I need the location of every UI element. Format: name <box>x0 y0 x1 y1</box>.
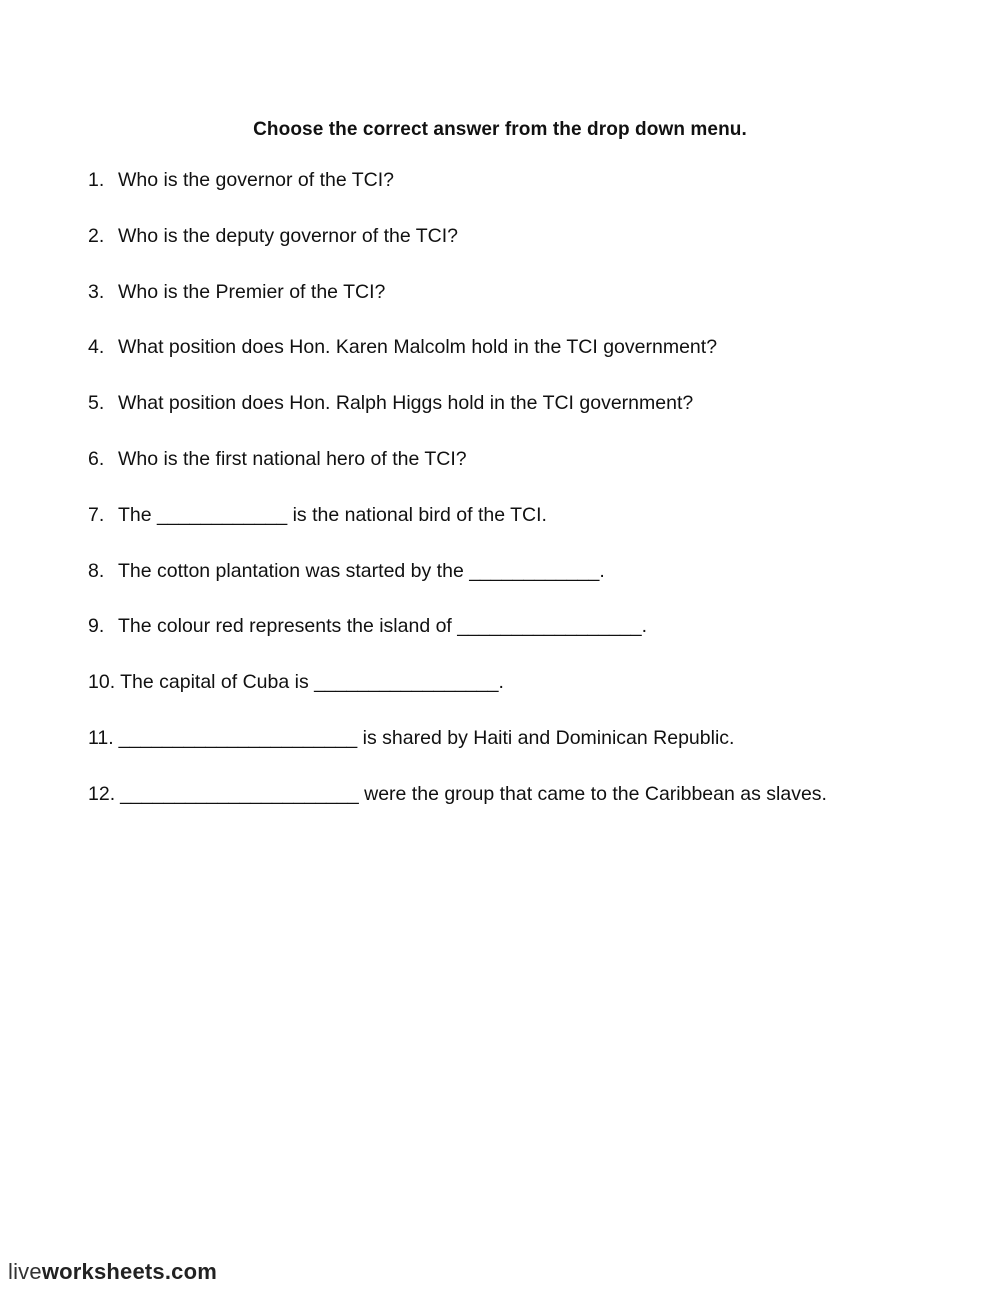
liveworksheets-logo <box>8 1259 217 1285</box>
question-item[interactable] <box>88 782 827 838</box>
question-item[interactable] <box>88 559 827 615</box>
question-text: ______________________ were the group that came to the Caribbean as slaves. <box>120 782 827 805</box>
question-text: Who is the governor of the TCI? <box>118 169 395 191</box>
question-item[interactable] <box>88 447 827 503</box>
question-list <box>88 168 827 838</box>
question-text: What position does Hon. Ralph Higgs hold in the TCI government? <box>118 392 694 415</box>
question-text: What position does Hon. Karen Malcolm hold in the TCI government? <box>118 336 718 359</box>
question-number: 7. <box>88 503 105 526</box>
question-number: 6. <box>88 447 105 470</box>
question-number: 3. <box>88 280 105 303</box>
question-text: Who is the first national hero of the TCI? <box>118 447 467 470</box>
question-number: 8. <box>88 559 105 582</box>
question-item[interactable] <box>88 391 827 447</box>
question-text: The capital of Cuba is _________________. <box>120 671 504 694</box>
question-number: 9. <box>88 615 105 638</box>
question-item[interactable] <box>88 335 827 391</box>
logo-suffix: .com <box>164 1259 218 1284</box>
question-item[interactable] <box>88 726 827 782</box>
question-text: Who is the deputy governor of the TCI? <box>118 224 458 247</box>
question-item[interactable] <box>88 224 827 280</box>
question-number: 4. <box>88 336 105 359</box>
question-number: 10. <box>88 671 116 694</box>
question-item[interactable] <box>88 280 827 336</box>
question-number: 5. <box>88 392 105 415</box>
question-text: The cotton plantation was started by the ____________. <box>118 559 605 582</box>
logo-bold-part: worksheets <box>41 1259 165 1284</box>
question-text: The colour red represents the island of _________________. <box>118 615 648 638</box>
question-number: 1. <box>88 169 105 191</box>
question-text: Who is the Premier of the TCI? <box>118 280 386 303</box>
question-item[interactable] <box>88 503 827 559</box>
question-number: 2. <box>88 224 105 247</box>
question-item[interactable] <box>88 168 827 224</box>
question-text: The ____________ is the national bird of the TCI. <box>118 503 547 526</box>
worksheet-title: Choose the correct answer from the drop down menu. <box>253 119 747 140</box>
logo-light-part: live <box>8 1259 42 1284</box>
question-number: 11. <box>88 726 114 749</box>
question-text: ______________________ is shared by Haiti and Dominican Republic. <box>118 726 735 749</box>
question-number: 12. <box>88 782 116 805</box>
question-item[interactable] <box>88 614 827 670</box>
question-item[interactable] <box>88 670 827 726</box>
